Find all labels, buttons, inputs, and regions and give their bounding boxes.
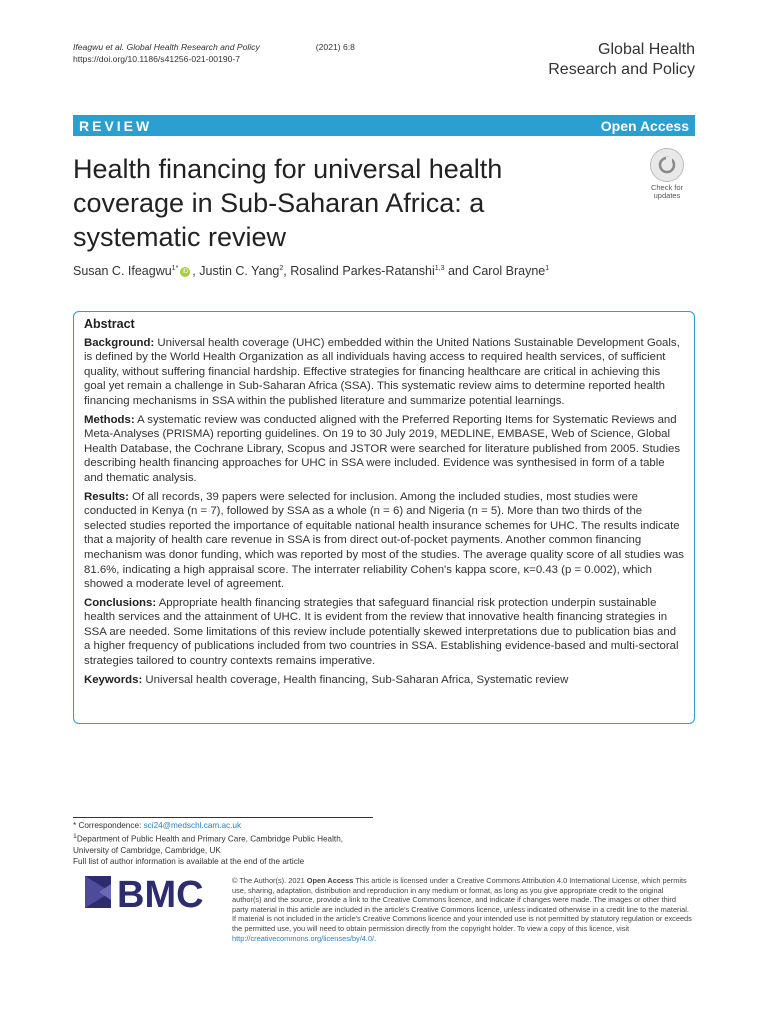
author-name[interactable]: Rosalind Parkes-Ratanshi bbox=[290, 264, 435, 278]
author-name[interactable]: Susan C. Ifeagwu bbox=[73, 264, 172, 278]
update-icon bbox=[650, 148, 684, 182]
article-type-band bbox=[73, 115, 695, 136]
abstract-heading: Abstract bbox=[84, 317, 135, 331]
check-for-updates-badge[interactable]: Check for updates bbox=[641, 148, 693, 200]
abstract-conclusions: Conclusions: Appropriate health financing strategies that safeguard financial risk protection underpin sustainable health services and the attainment of UHC. It is evident from the review that innovative health financing strategies in SSA are needed. Some limitations of this review include potentially skewed interpretations due to publication bias and a higher frequency of publications included from two countries in SSA. Establishing evidence-based and multi-sectoral strategies tailored to country contexts remains imperative. bbox=[84, 596, 679, 668]
author-name[interactable]: Justin C. Yang bbox=[199, 264, 280, 278]
orcid-icon[interactable]: iD bbox=[180, 267, 190, 277]
license-link[interactable]: http://creativecommons.org/licenses/by/4.0/ bbox=[232, 933, 375, 943]
bmc-logo-icon bbox=[85, 870, 220, 914]
correspondence-email[interactable]: sci24@medschl.cam.ac.uk bbox=[143, 821, 242, 830]
open-access-label: Open Access bbox=[600, 117, 689, 134]
footnote-divider bbox=[73, 817, 373, 818]
citation: Ifeagwu et al. Global Health Research and Policy bbox=[73, 42, 260, 52]
abstract-results: Results: Of all records, 39 papers were selected for inclusion. Among the included studies, most studies were conducted in Kenya (n = 7), followed by SSA as a whole (n = 6) and Nigeria (n = 5). More than two thirds of the selected studies reported the importance of equitable national health insurance schemes for UHC. The results indicate that a majority of health care revenue in SSA is from direct out-of-pocket payments. Another common financing mechanism was donor funding, which was reported by most of the studies. The average quality score of all studies was 81.6%, indicating a high appraisal score. The interrater reliability Cohen's kappa score, κ=0.43 (p = 0.002), which showed a moderate level of agreement. bbox=[84, 490, 685, 591]
footnotes: * Correspondence: sci24@medschl.cam.ac.uk $^1$Department of Public Health and Primary Care, Cambridge Public Health, University of Cambridge, Cambridge, UK Full list of author information is available at the end of the article bbox=[73, 821, 344, 867]
running-header bbox=[73, 41, 355, 65]
bmc-logo bbox=[85, 870, 220, 914]
doi-link[interactable]: https://doi.org/10.1186/s41256-021-00190-7 bbox=[73, 54, 241, 64]
abstract-background: Background: Universal health coverage (UHC) embedded within the United Nations Sustainable Development Goals, is defined by the World Health Organization as all individuals having access to required health services, of sufficient quality, without suffering financial hardship. Effective strategies for financing healthcare are critical in achieving this goal yet remain a challenge in Sub-Saharan Africa (SSA). This systematic review aims to determine reported health financing mechanisms in SSA within the published literature and summarize potential learnings. bbox=[84, 336, 680, 407]
author-list: Susan C. Ifeagwu$^{1*}$ iD , Justin C. Yang$^2$, Rosalind Parkes-Ratanshi$^{1,3}$ and Carol Brayne$^1$ bbox=[73, 264, 550, 278]
article-type-label: REVIEW bbox=[79, 117, 153, 134]
license-text: © The Author(s). 2021 Open Access This article is licensed under a Creative Commons Attribution 4.0 International License, which permits use, sharing, adaptation, distribution and reproduction in any medium or format, as long as you give appropriate credit to the original author(s) and the source, provide a link to the Creative Commons licence, and indicate if changes were made. The images or other third party material in this article are included in the article's Creative Commons licence, unless indicated otherwise in a credit line to the material. If material is not included in the article's Creative Commons licence and your intended use is not permitted by statutory regulation or exceeds the permitted use, you will need to obtain permission directly from the copyright holder. To view a copy of this licence, visit http://creativecommons.org/licenses/by/4.0/. bbox=[232, 876, 692, 943]
article-title: Health financing for universal health coverage in Sub-Saharan Africa: a systematic review bbox=[73, 154, 503, 252]
author-name[interactable]: Carol Brayne bbox=[472, 264, 546, 278]
abstract-box bbox=[73, 311, 695, 724]
year-volume: (2021) 6:8 bbox=[315, 42, 355, 52]
abstract-keywords: Keywords: Universal health coverage, Health financing, Sub-Saharan Africa, Systematic review bbox=[84, 673, 569, 686]
journal-name: Global Health Research and Policy bbox=[548, 41, 695, 78]
svg-text:BMC: BMC bbox=[117, 874, 204, 914]
abstract-methods: Methods: A systematic review was conducted aligned with the Preferred Reporting Items for Systematic Reviews and Meta-Analyses (PRISMA) reporting guidelines. On 19 to 30 July 2019, MEDLINE, EMBASE, Web of Science, Global Health Database, the Cochrane Library, Scopus and JSTOR were searched for literature published from 2005. Studies describing health financing approaches for UHC in SSA were included. Evidence was synthesised in form of a table and thematic analysis. bbox=[84, 413, 681, 484]
